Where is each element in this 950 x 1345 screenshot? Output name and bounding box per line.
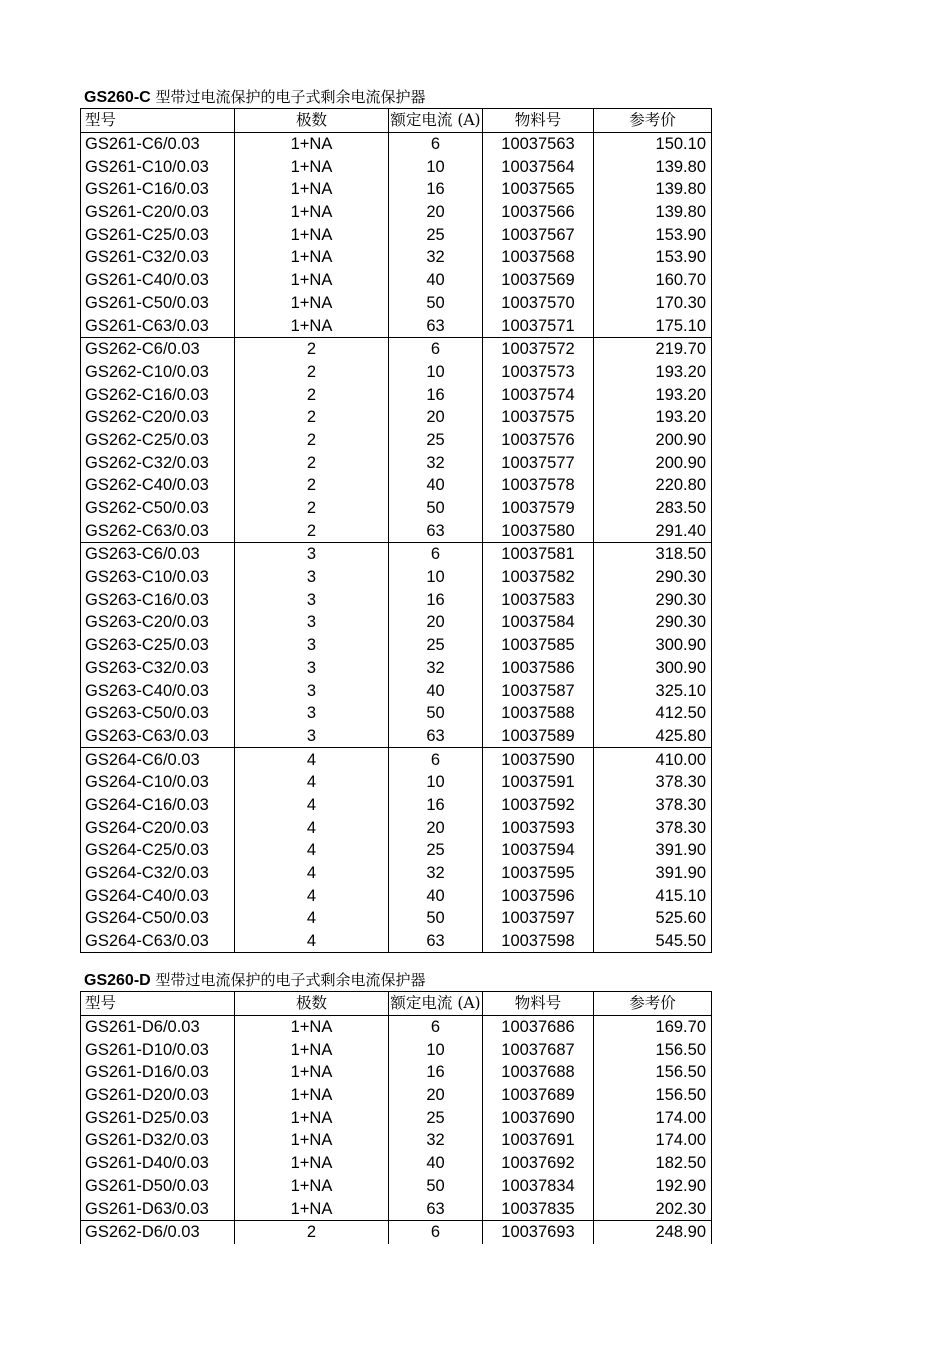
cell-poles: 4 bbox=[235, 884, 389, 907]
cell-material-number: 10037579 bbox=[483, 497, 594, 520]
cell-poles: 1+NA bbox=[235, 178, 389, 201]
table-header-row bbox=[81, 109, 712, 133]
header-reference-price: 参考价 bbox=[594, 992, 712, 1016]
table-row bbox=[81, 383, 712, 406]
cell-poles: 4 bbox=[235, 907, 389, 930]
cell-poles: 1+NA bbox=[235, 246, 389, 269]
table-row bbox=[81, 679, 712, 702]
cell-material-number: 10037594 bbox=[483, 839, 594, 862]
cell-material-number: 10037575 bbox=[483, 406, 594, 429]
cell-reference-price: 378.30 bbox=[594, 794, 712, 817]
table-row bbox=[81, 361, 712, 384]
cell-reference-price: 391.90 bbox=[594, 839, 712, 862]
cell-reference-price: 156.50 bbox=[594, 1061, 712, 1084]
cell-rated-current: 40 bbox=[389, 884, 483, 907]
cell-model: GS261-C40/0.03 bbox=[85, 271, 209, 290]
cell-model: GS261-C25/0.03 bbox=[85, 225, 209, 244]
cell-material-number: 10037687 bbox=[483, 1038, 594, 1061]
cell-model: GS264-C40/0.03 bbox=[85, 886, 209, 905]
table-row bbox=[81, 1061, 712, 1084]
cell-model: GS263-C25/0.03 bbox=[85, 636, 209, 655]
cell-rated-current: 25 bbox=[389, 839, 483, 862]
table-row bbox=[81, 611, 712, 634]
cell-model: GS262-C63/0.03 bbox=[85, 521, 209, 540]
header-model: 型号 bbox=[81, 992, 235, 1016]
cell-model: GS261-C20/0.03 bbox=[85, 203, 209, 222]
cell-rated-current: 25 bbox=[389, 634, 483, 657]
table-row bbox=[81, 657, 712, 680]
cell-rated-current: 16 bbox=[389, 1061, 483, 1084]
table-row bbox=[81, 155, 712, 178]
table-row bbox=[81, 748, 712, 771]
table-row bbox=[81, 543, 712, 566]
price-table bbox=[80, 108, 712, 953]
cell-model: GS262-C50/0.03 bbox=[85, 499, 209, 518]
cell-material-number: 10037567 bbox=[483, 223, 594, 246]
cell-poles: 1+NA bbox=[235, 1129, 389, 1152]
header-rated-current: 额定电流 (A) bbox=[389, 109, 483, 133]
cell-rated-current: 10 bbox=[389, 771, 483, 794]
cell-poles: 2 bbox=[235, 383, 389, 406]
table-row bbox=[81, 1015, 712, 1038]
cell-rated-current: 25 bbox=[389, 1106, 483, 1129]
cell-model: GS261-C10/0.03 bbox=[85, 157, 209, 176]
cell-reference-price: 174.00 bbox=[594, 1106, 712, 1129]
cell-model: GS263-C32/0.03 bbox=[85, 658, 209, 677]
cell-material-number: 10037588 bbox=[483, 702, 594, 725]
header-reference-price: 参考价 bbox=[594, 109, 712, 133]
cell-material-number: 10037692 bbox=[483, 1152, 594, 1175]
cell-poles: 1+NA bbox=[235, 1197, 389, 1220]
cell-material-number: 10037686 bbox=[483, 1015, 594, 1038]
section-gs260-c bbox=[80, 87, 711, 953]
cell-rated-current: 10 bbox=[389, 1038, 483, 1061]
cell-material-number: 10037598 bbox=[483, 930, 594, 953]
cell-material-number: 10037576 bbox=[483, 429, 594, 452]
cell-rated-current: 6 bbox=[389, 748, 483, 771]
cell-rated-current: 6 bbox=[389, 132, 483, 155]
header-poles: 极数 bbox=[235, 992, 389, 1016]
cell-rated-current: 32 bbox=[389, 246, 483, 269]
cell-material-number: 10037568 bbox=[483, 246, 594, 269]
table-row bbox=[81, 1220, 712, 1243]
header-material-number: 物料号 bbox=[483, 992, 594, 1016]
header-model: 型号 bbox=[81, 109, 235, 133]
cell-poles: 1+NA bbox=[235, 223, 389, 246]
table-row bbox=[81, 725, 712, 748]
cell-rated-current: 20 bbox=[389, 611, 483, 634]
cell-model: GS262-C32/0.03 bbox=[85, 453, 209, 472]
cell-model: GS261-D63/0.03 bbox=[85, 1199, 209, 1218]
cell-poles: 4 bbox=[235, 839, 389, 862]
cell-reference-price: 425.80 bbox=[594, 725, 712, 748]
table-row bbox=[81, 884, 712, 907]
cell-rated-current: 63 bbox=[389, 519, 483, 542]
cell-rated-current: 32 bbox=[389, 657, 483, 680]
cell-material-number: 10037593 bbox=[483, 816, 594, 839]
cell-rated-current: 20 bbox=[389, 201, 483, 224]
cell-model: GS263-C10/0.03 bbox=[85, 568, 209, 587]
table-row bbox=[81, 429, 712, 452]
section-title bbox=[80, 970, 711, 991]
cell-model: GS263-C50/0.03 bbox=[85, 704, 209, 723]
cell-poles: 1+NA bbox=[235, 201, 389, 224]
table-row bbox=[81, 337, 712, 360]
section-description: 型带过电流保护的电子式剩余电流保护器 bbox=[150, 971, 426, 989]
cell-rated-current: 16 bbox=[389, 588, 483, 611]
cell-poles: 4 bbox=[235, 862, 389, 885]
cell-model: GS261-D16/0.03 bbox=[85, 1063, 209, 1082]
cell-poles: 3 bbox=[235, 657, 389, 680]
table-row bbox=[81, 907, 712, 930]
cell-rated-current: 40 bbox=[389, 679, 483, 702]
cell-poles: 1+NA bbox=[235, 1015, 389, 1038]
cell-model: GS261-C50/0.03 bbox=[85, 293, 209, 312]
cell-reference-price: 200.90 bbox=[594, 429, 712, 452]
cell-poles: 2 bbox=[235, 429, 389, 452]
cell-rated-current: 32 bbox=[389, 1129, 483, 1152]
cell-poles: 1+NA bbox=[235, 155, 389, 178]
cell-reference-price: 193.20 bbox=[594, 361, 712, 384]
cell-model: GS262-C10/0.03 bbox=[85, 362, 209, 381]
cell-material-number: 10037563 bbox=[483, 132, 594, 155]
cell-model: GS261-C6/0.03 bbox=[85, 135, 200, 154]
cell-material-number: 10037691 bbox=[483, 1129, 594, 1152]
cell-poles: 3 bbox=[235, 566, 389, 589]
cell-rated-current: 32 bbox=[389, 451, 483, 474]
cell-reference-price: 153.90 bbox=[594, 223, 712, 246]
cell-rated-current: 50 bbox=[389, 907, 483, 930]
cell-reference-price: 139.80 bbox=[594, 201, 712, 224]
cell-reference-price: 525.60 bbox=[594, 907, 712, 930]
cell-model: GS262-C20/0.03 bbox=[85, 408, 209, 427]
cell-material-number: 10037581 bbox=[483, 543, 594, 566]
table-row bbox=[81, 816, 712, 839]
cell-poles: 2 bbox=[235, 406, 389, 429]
cell-poles: 4 bbox=[235, 930, 389, 953]
table-row bbox=[81, 862, 712, 885]
cell-poles: 3 bbox=[235, 702, 389, 725]
cell-model: GS264-C10/0.03 bbox=[85, 773, 209, 792]
cell-reference-price: 391.90 bbox=[594, 862, 712, 885]
cell-poles: 2 bbox=[235, 451, 389, 474]
cell-reference-price: 290.30 bbox=[594, 611, 712, 634]
cell-model: GS262-C25/0.03 bbox=[85, 430, 209, 449]
cell-poles: 2 bbox=[235, 497, 389, 520]
cell-model: GS263-C63/0.03 bbox=[85, 726, 209, 745]
cell-rated-current: 6 bbox=[389, 543, 483, 566]
cell-material-number: 10037587 bbox=[483, 679, 594, 702]
cell-reference-price: 283.50 bbox=[594, 497, 712, 520]
cell-model: GS264-C25/0.03 bbox=[85, 841, 209, 860]
cell-poles: 4 bbox=[235, 794, 389, 817]
cell-material-number: 10037577 bbox=[483, 451, 594, 474]
cell-material-number: 10037582 bbox=[483, 566, 594, 589]
table-row bbox=[81, 132, 712, 155]
cell-rated-current: 20 bbox=[389, 1084, 483, 1107]
cell-rated-current: 50 bbox=[389, 497, 483, 520]
cell-reference-price: 290.30 bbox=[594, 566, 712, 589]
table-row bbox=[81, 771, 712, 794]
cell-material-number: 10037580 bbox=[483, 519, 594, 542]
cell-poles: 1+NA bbox=[235, 292, 389, 315]
cell-poles: 1+NA bbox=[235, 1084, 389, 1107]
table-row bbox=[81, 1152, 712, 1175]
cell-reference-price: 378.30 bbox=[594, 771, 712, 794]
table-row bbox=[81, 314, 712, 337]
table-row bbox=[81, 201, 712, 224]
cell-reference-price: 412.50 bbox=[594, 702, 712, 725]
cell-reference-price: 202.30 bbox=[594, 1197, 712, 1220]
cell-material-number: 10037688 bbox=[483, 1061, 594, 1084]
header-material-number: 物料号 bbox=[483, 109, 594, 133]
cell-material-number: 10037578 bbox=[483, 474, 594, 497]
table-row bbox=[81, 269, 712, 292]
cell-model: GS264-C20/0.03 bbox=[85, 818, 209, 837]
table-row bbox=[81, 794, 712, 817]
cell-rated-current: 63 bbox=[389, 930, 483, 953]
cell-model: GS262-C40/0.03 bbox=[85, 476, 209, 495]
cell-poles: 3 bbox=[235, 611, 389, 634]
cell-rated-current: 40 bbox=[389, 474, 483, 497]
cell-model: GS261-D20/0.03 bbox=[85, 1086, 209, 1105]
section-model: GS260-D bbox=[84, 972, 151, 989]
cell-rated-current: 63 bbox=[389, 1197, 483, 1220]
cell-rated-current: 20 bbox=[389, 816, 483, 839]
table-row bbox=[81, 406, 712, 429]
cell-rated-current: 40 bbox=[389, 269, 483, 292]
cell-material-number: 10037834 bbox=[483, 1175, 594, 1198]
cell-reference-price: 174.00 bbox=[594, 1129, 712, 1152]
cell-material-number: 10037595 bbox=[483, 862, 594, 885]
table-row bbox=[81, 1038, 712, 1061]
cell-poles: 4 bbox=[235, 748, 389, 771]
cell-material-number: 10037590 bbox=[483, 748, 594, 771]
cell-poles: 1+NA bbox=[235, 132, 389, 155]
table-row bbox=[81, 497, 712, 520]
table-row bbox=[81, 702, 712, 725]
cell-poles: 2 bbox=[235, 361, 389, 384]
cell-reference-price: 318.50 bbox=[594, 543, 712, 566]
header-rated-current: 额定电流 (A) bbox=[389, 992, 483, 1016]
cell-poles: 3 bbox=[235, 634, 389, 657]
cell-material-number: 10037597 bbox=[483, 907, 594, 930]
cell-reference-price: 415.10 bbox=[594, 884, 712, 907]
cell-model: GS264-C63/0.03 bbox=[85, 932, 209, 951]
cell-reference-price: 160.70 bbox=[594, 269, 712, 292]
cell-material-number: 10037592 bbox=[483, 794, 594, 817]
cell-model: GS261-D6/0.03 bbox=[85, 1018, 200, 1037]
table-row bbox=[81, 1175, 712, 1198]
section-gs260-d bbox=[80, 970, 711, 1244]
header-poles: 极数 bbox=[235, 109, 389, 133]
cell-poles: 4 bbox=[235, 816, 389, 839]
cell-material-number: 10037693 bbox=[483, 1220, 594, 1243]
cell-reference-price: 192.90 bbox=[594, 1175, 712, 1198]
cell-material-number: 10037572 bbox=[483, 337, 594, 360]
table-row bbox=[81, 451, 712, 474]
table-row bbox=[81, 588, 712, 611]
cell-reference-price: 193.20 bbox=[594, 383, 712, 406]
cell-material-number: 10037835 bbox=[483, 1197, 594, 1220]
cell-rated-current: 63 bbox=[389, 314, 483, 337]
cell-poles: 3 bbox=[235, 725, 389, 748]
price-table bbox=[80, 991, 712, 1244]
cell-rated-current: 6 bbox=[389, 1220, 483, 1243]
cell-model: GS261-C32/0.03 bbox=[85, 248, 209, 267]
cell-model: GS262-C16/0.03 bbox=[85, 385, 209, 404]
cell-reference-price: 291.40 bbox=[594, 519, 712, 542]
table-row bbox=[81, 566, 712, 589]
table-row bbox=[81, 474, 712, 497]
cell-material-number: 10037585 bbox=[483, 634, 594, 657]
table-row bbox=[81, 178, 712, 201]
cell-model: GS263-C16/0.03 bbox=[85, 590, 209, 609]
cell-rated-current: 25 bbox=[389, 223, 483, 246]
cell-reference-price: 139.80 bbox=[594, 178, 712, 201]
cell-reference-price: 300.90 bbox=[594, 634, 712, 657]
cell-model: GS263-C40/0.03 bbox=[85, 681, 209, 700]
cell-reference-price: 175.10 bbox=[594, 314, 712, 337]
table-row bbox=[81, 292, 712, 315]
cell-material-number: 10037571 bbox=[483, 314, 594, 337]
cell-material-number: 10037569 bbox=[483, 269, 594, 292]
table-row bbox=[81, 1197, 712, 1220]
cell-poles: 2 bbox=[235, 474, 389, 497]
cell-rated-current: 10 bbox=[389, 155, 483, 178]
table-row bbox=[81, 1084, 712, 1107]
cell-material-number: 10037570 bbox=[483, 292, 594, 315]
cell-material-number: 10037573 bbox=[483, 361, 594, 384]
section-model: GS260-C bbox=[84, 89, 151, 106]
table-row bbox=[81, 1129, 712, 1152]
cell-material-number: 10037689 bbox=[483, 1084, 594, 1107]
cell-reference-price: 139.80 bbox=[594, 155, 712, 178]
cell-model: GS261-D25/0.03 bbox=[85, 1108, 209, 1127]
cell-poles: 1+NA bbox=[235, 1106, 389, 1129]
cell-material-number: 10037583 bbox=[483, 588, 594, 611]
cell-poles: 2 bbox=[235, 1220, 389, 1243]
cell-model: GS264-C6/0.03 bbox=[81, 748, 235, 771]
table-row bbox=[81, 519, 712, 542]
section-title bbox=[80, 87, 711, 108]
table-row bbox=[81, 930, 712, 953]
cell-poles: 1+NA bbox=[235, 1038, 389, 1061]
cell-poles: 2 bbox=[235, 519, 389, 542]
cell-poles: 3 bbox=[235, 543, 389, 566]
cell-material-number: 10037586 bbox=[483, 657, 594, 680]
cell-poles: 1+NA bbox=[235, 1175, 389, 1198]
cell-poles: 2 bbox=[235, 337, 389, 360]
cell-reference-price: 156.50 bbox=[594, 1084, 712, 1107]
table-row bbox=[81, 223, 712, 246]
cell-reference-price: 156.50 bbox=[594, 1038, 712, 1061]
cell-rated-current: 16 bbox=[389, 178, 483, 201]
cell-rated-current: 16 bbox=[389, 794, 483, 817]
cell-reference-price: 545.50 bbox=[594, 930, 712, 953]
cell-model: GS261-D32/0.03 bbox=[85, 1131, 209, 1150]
cell-rated-current: 6 bbox=[389, 1015, 483, 1038]
table-row bbox=[81, 839, 712, 862]
cell-reference-price: 325.10 bbox=[594, 679, 712, 702]
cell-reference-price: 219.70 bbox=[594, 337, 712, 360]
cell-rated-current: 25 bbox=[389, 429, 483, 452]
cell-model: GS264-C16/0.03 bbox=[85, 795, 209, 814]
table-row bbox=[81, 634, 712, 657]
cell-poles: 1+NA bbox=[235, 269, 389, 292]
table-row bbox=[81, 1106, 712, 1129]
cell-model: GS262-D6/0.03 bbox=[81, 1220, 235, 1243]
cell-material-number: 10037584 bbox=[483, 611, 594, 634]
cell-rated-current: 32 bbox=[389, 862, 483, 885]
cell-reference-price: 220.80 bbox=[594, 474, 712, 497]
cell-model: GS261-D40/0.03 bbox=[85, 1154, 209, 1173]
cell-rated-current: 63 bbox=[389, 725, 483, 748]
table-row bbox=[81, 246, 712, 269]
cell-rated-current: 50 bbox=[389, 292, 483, 315]
cell-poles: 1+NA bbox=[235, 314, 389, 337]
cell-poles: 4 bbox=[235, 771, 389, 794]
cell-reference-price: 300.90 bbox=[594, 657, 712, 680]
cell-material-number: 10037589 bbox=[483, 725, 594, 748]
cell-model: GS263-C20/0.03 bbox=[85, 613, 209, 632]
cell-rated-current: 16 bbox=[389, 383, 483, 406]
cell-model: GS264-C50/0.03 bbox=[85, 909, 209, 928]
cell-model: GS264-C32/0.03 bbox=[85, 864, 209, 883]
cell-rated-current: 6 bbox=[389, 337, 483, 360]
cell-rated-current: 50 bbox=[389, 1175, 483, 1198]
cell-material-number: 10037574 bbox=[483, 383, 594, 406]
cell-rated-current: 20 bbox=[389, 406, 483, 429]
cell-rated-current: 10 bbox=[389, 361, 483, 384]
cell-model: GS261-D50/0.03 bbox=[85, 1176, 209, 1195]
cell-reference-price: 248.90 bbox=[594, 1220, 712, 1243]
cell-material-number: 10037565 bbox=[483, 178, 594, 201]
cell-material-number: 10037690 bbox=[483, 1106, 594, 1129]
cell-reference-price: 200.90 bbox=[594, 451, 712, 474]
cell-material-number: 10037564 bbox=[483, 155, 594, 178]
cell-material-number: 10037591 bbox=[483, 771, 594, 794]
table-header-row bbox=[81, 992, 712, 1016]
cell-reference-price: 193.20 bbox=[594, 406, 712, 429]
cell-rated-current: 40 bbox=[389, 1152, 483, 1175]
cell-material-number: 10037566 bbox=[483, 201, 594, 224]
cell-rated-current: 50 bbox=[389, 702, 483, 725]
cell-poles: 1+NA bbox=[235, 1152, 389, 1175]
cell-model: GS263-C6/0.03 bbox=[81, 543, 235, 566]
cell-material-number: 10037596 bbox=[483, 884, 594, 907]
cell-poles: 3 bbox=[235, 679, 389, 702]
cell-model: GS261-C63/0.03 bbox=[85, 316, 209, 335]
cell-reference-price: 169.70 bbox=[594, 1015, 712, 1038]
cell-model: GS262-C6/0.03 bbox=[81, 337, 235, 360]
cell-model: GS261-C16/0.03 bbox=[85, 180, 209, 199]
section-description: 型带过电流保护的电子式剩余电流保护器 bbox=[150, 88, 426, 106]
cell-reference-price: 410.00 bbox=[594, 748, 712, 771]
cell-model: GS261-D10/0.03 bbox=[85, 1040, 209, 1059]
cell-reference-price: 170.30 bbox=[594, 292, 712, 315]
cell-poles: 3 bbox=[235, 588, 389, 611]
cell-reference-price: 153.90 bbox=[594, 246, 712, 269]
cell-rated-current: 10 bbox=[389, 566, 483, 589]
cell-poles: 1+NA bbox=[235, 1061, 389, 1084]
cell-reference-price: 290.30 bbox=[594, 588, 712, 611]
cell-reference-price: 182.50 bbox=[594, 1152, 712, 1175]
cell-reference-price: 150.10 bbox=[594, 132, 712, 155]
cell-reference-price: 378.30 bbox=[594, 816, 712, 839]
